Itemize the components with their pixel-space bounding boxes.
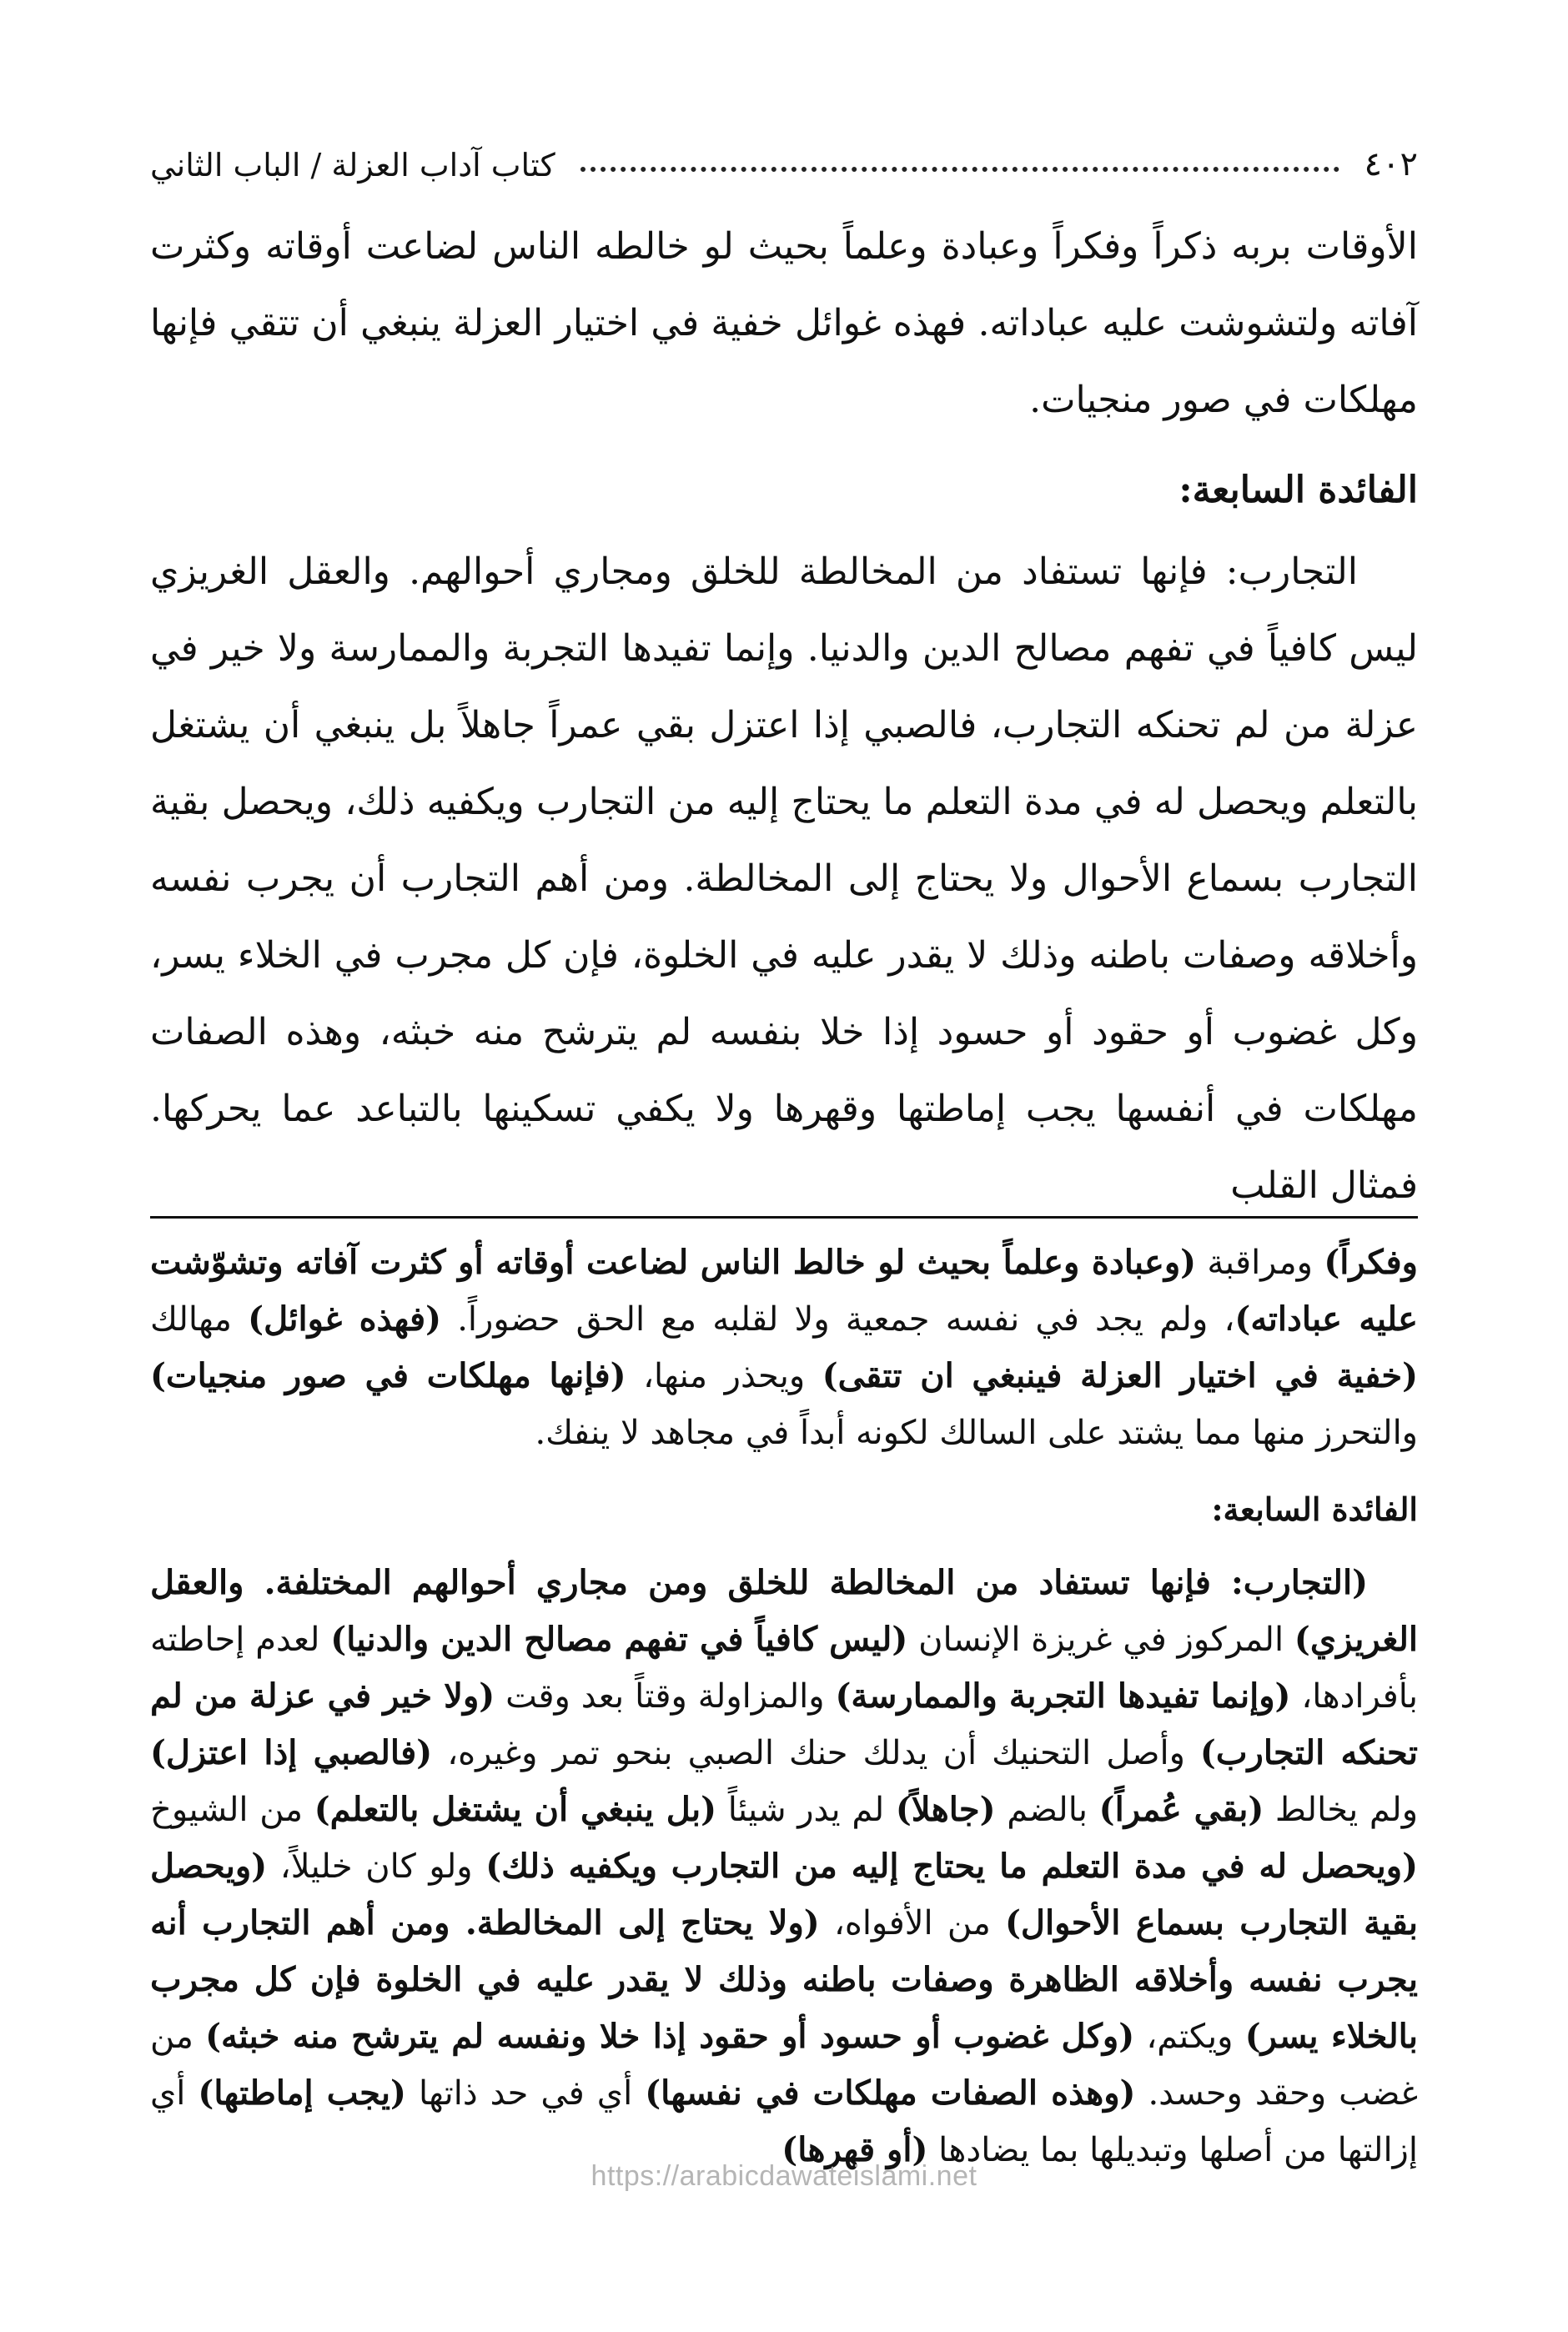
watermark-url: https://arabicdawateislami.net [591,2160,977,2192]
quoted-text: (وإنما تفيدها التجربة والممارسة) [835,1676,1291,1716]
quoted-text: (ويحصل له في مدة التعلم ما يحتاج إليه من التجارب ويكفيه ذلك) [485,1847,1419,1886]
gloss-text: والتحرز منها مما يشتد على السالك لكونه أبداً في مجاهد لا ينفك. [535,1414,1418,1452]
quoted-text: (ولا يحتاج إلى المخالطة. ومن أهم التجارب أنه يجرب نفسه وأخلاقه الظاهرة وصفات باطنه وذلك لا يقدر عليه في الخلوة فإن كل مجرب بالخلاء يسر) [150,1903,1418,2056]
gloss-text: من الشيوخ [150,1791,314,1829]
gloss-text: المركوز في غريزة الإنسان [907,1621,1294,1659]
quoted-text: (وكل غضوب أو حسود أو حقود إذا خلا ونفسه لم يترشح منه خبثه) [205,2017,1135,2056]
gloss-text: ولو كان خليلاً، [267,1847,486,1886]
quoted-text: (وهذه الصفات مهلكات في نفسها) [645,2073,1136,2113]
quoted-text: (يجب إماطتها) [198,2073,406,2113]
gloss-text: ويكتم، [1134,2018,1245,2056]
header-dot-leader [580,167,1339,172]
gloss-text: لم يدر شيئاً [716,1791,896,1829]
main-paragraph-1: الأوقات بربه ذكراً وفكراً وعبادة وعلماً بحيث لو خالطه الناس لضاعت أوقاته وكثرت آفاته ولتشوشت عليه عباداته. فهذه غوائل خفية في اختيار العزلة ينبغي أن تتقي فإنها مهلكات في صور منجيات. [150,225,1418,421]
quoted-text: (ولا خير في عزلة من لم تحنكه التجارب) [150,1676,1419,1772]
quoted-text: (فإنها مهلكات في صور منجيات) [150,1356,626,1395]
gloss-text: وأصل التحنيك أن يدلك حنك الصبي بنحو تمر وغيره، [432,1734,1200,1772]
quoted-text: وفكراً) [1324,1243,1418,1282]
gloss-text: من الأفواه، [819,1904,1005,1942]
footnote-divider [150,1216,1418,1219]
section-heading: الفائدة السابعة: [1179,469,1418,511]
gloss-text: ويحذر منها، [626,1357,822,1395]
main-text [150,209,1418,1224]
quoted-text: (بل ينبغي أن يشتغل بالتعلم) [314,1790,717,1829]
quoted-text: (بقي عُمراً) [1098,1790,1264,1829]
quoted-text: (ليس كافياً في تفهم مصالح الدين والدنيا) [330,1620,908,1659]
book-page [150,100,1418,2302]
gloss-text: أي في حد ذاتها [405,2074,646,2113]
quoted-text: (جاهلاً) [895,1790,996,1829]
gloss-text: لعدم إحاطته بأفرادها، [150,1621,1419,1716]
gloss-text: مهالك [150,1300,249,1339]
quoted-text: (التجارب: فإنها تستفاد من المخالطة للخلق ومن مجاري أحوالهم المختلفة. والعقل الغريزي) [150,1563,1418,1659]
commentary-paragraph-1 [150,1234,1418,1461]
commentary-heading: الفائدة السابعة: [1211,1490,1418,1528]
quoted-text: (ويحصل بقية التجارب بسماع الأحوال) [150,1847,1418,1942]
page-number: ٤٠٢ [1364,145,1418,183]
gloss-text: ، ولم يجد في نفسه جمعية ولا لقلبه مع الحق حضوراً. [441,1300,1235,1339]
quoted-text: (فالصبي إذا اعتزل) [150,1733,433,1772]
quoted-text: (وعبادة وعلماً بحيث لو خالط الناس لضاعت أوقاته أو كثرت آفاته وتشوّشت عليه عباداته) [150,1243,1418,1339]
page-header [150,117,1418,183]
quoted-text: (أو قهرها) [781,2130,928,2169]
gloss-text: ولم يخالط [1264,1791,1419,1829]
commentary-text [150,1234,1418,2179]
gloss-text: والمزاولة وقتاً بعد وقت [495,1677,836,1716]
running-title: كتاب آداب العزلة / الباب الثاني [150,147,555,183]
quoted-text: (خفية في اختيار العزلة فينبغي ان تتقى) [822,1356,1418,1395]
gloss-text: ومراقبة [1196,1244,1324,1282]
gloss-text: أي إزالتها من أصلها وتبديلها بما يضادها [150,2074,1418,2169]
commentary-paragraph-2 [150,1555,1418,2179]
gloss-text: من غضب وحقد وحسد. [150,2018,1419,2113]
main-paragraph-2: التجارب: فإنها تستفاد من المخالطة للخلق ومجاري أحوالهم. والعقل الغريزي ليس كافياً في تفهم مصالح الدين والدنيا. وإنما تفيدها التجربة والممارسة ولا خير في عزلة من لم تحنكه التجارب، فالصبي إذا اعتزل بقي عمراً جاهلاً بل ينبغي أن يشتغل بالتعلم ويحصل له في مدة التعلم ما يحتاج إليه من التجارب ويكفيه ذلك، ويحصل بقية التجارب بسماع الأحوال ولا يحتاج إلى المخالطة. ومن أهم التجارب أن يجرب نفسه وأخلاقه وصفات باطنه وذلك لا يقدر عليه في الخلوة، فإن كل مجرب في الخلاء يسر، وكل غضوب أو حقود أو حسود إذا خلا بنفسه لم يترشح منه خبثه، وهذه الصفات مهلكات في أنفسها يجب إماطتها وقهرها ولا يكفي تسكينها بالتباعد عما يحركها. فمثال القلب [150,550,1418,1207]
quoted-text: (فهذه غوائل) [248,1299,442,1339]
gloss-text: بالضم [995,1791,1099,1829]
